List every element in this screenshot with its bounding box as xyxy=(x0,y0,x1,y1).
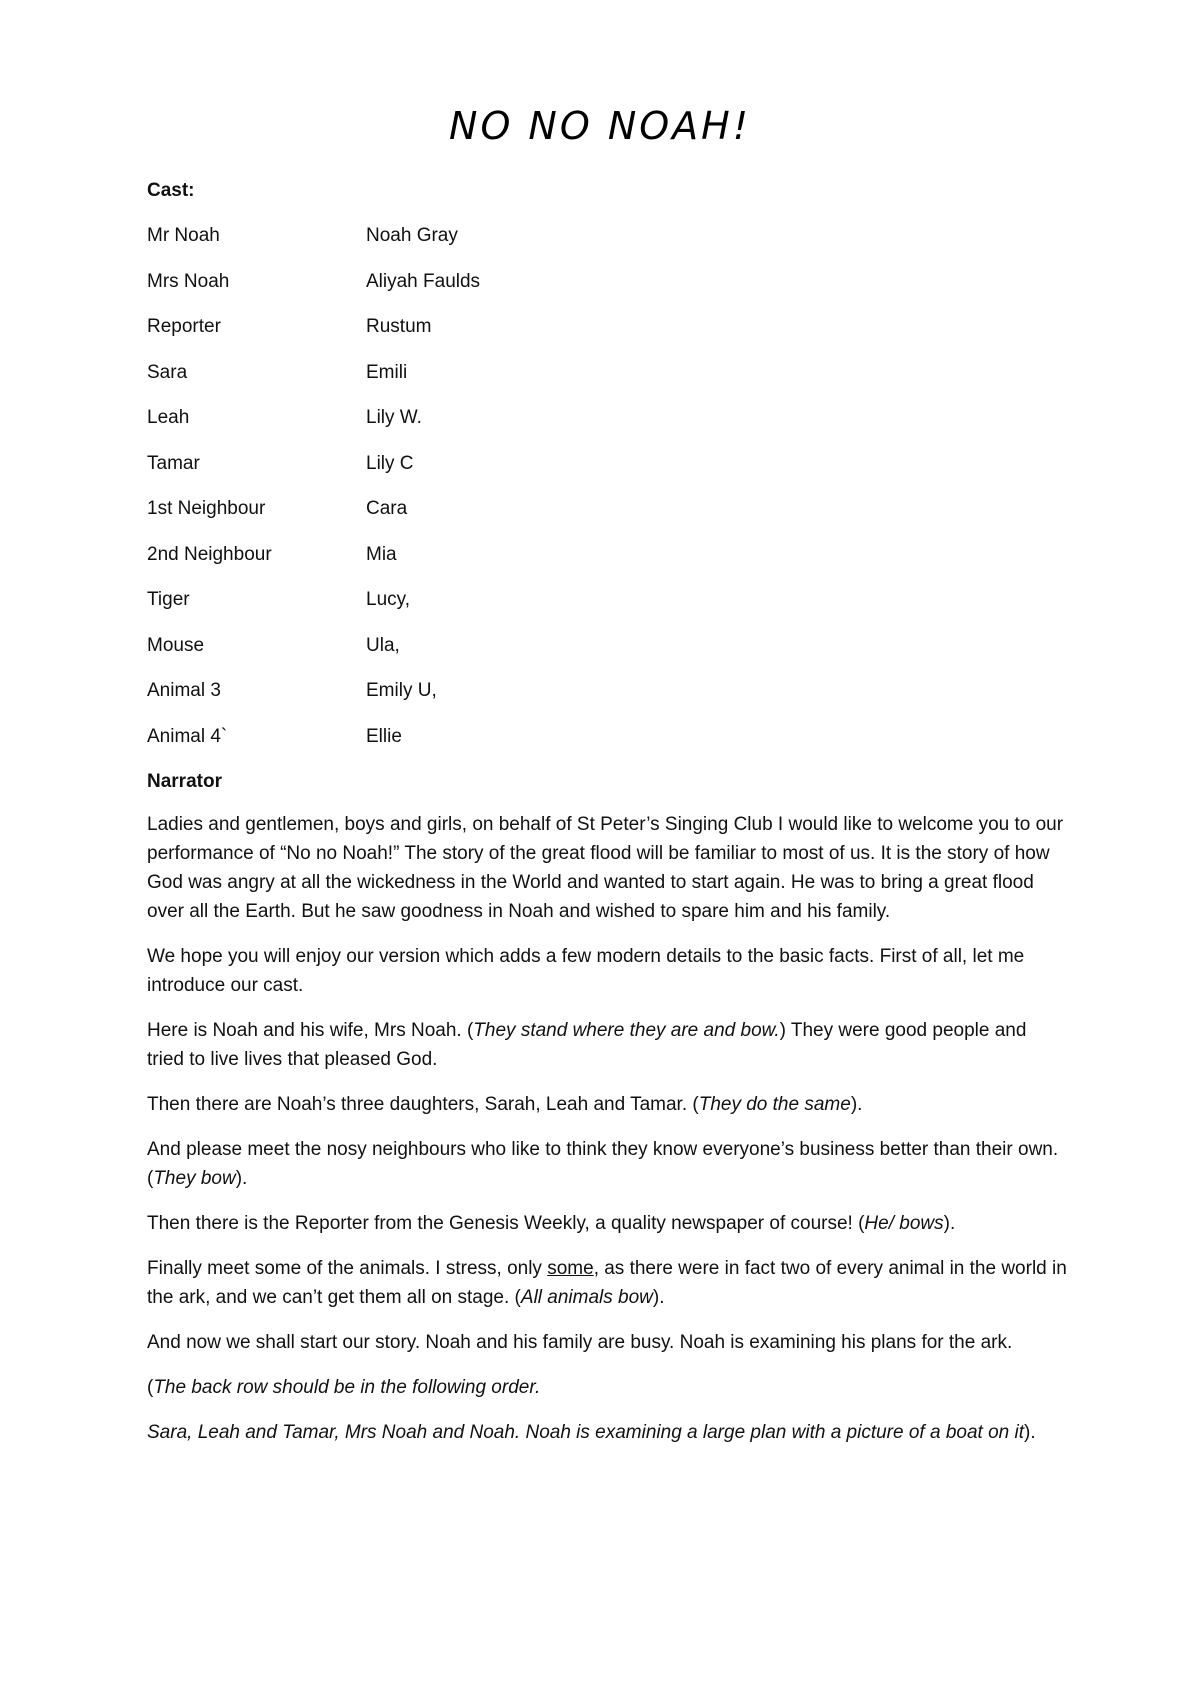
narration-text: ). xyxy=(1024,1422,1036,1443)
cast-actor: Ellie xyxy=(366,725,402,747)
narration-text: ). xyxy=(652,1287,665,1308)
cast-row xyxy=(147,267,1067,296)
cast-heading: Cast: xyxy=(147,180,195,201)
cast-actor: Rustum xyxy=(366,316,432,337)
narration-text: Then there is the Reporter from the Genesis Weekly, a quality newspaper of course! ( xyxy=(147,1213,865,1234)
cast-list xyxy=(147,221,1067,751)
underlined-word: some xyxy=(547,1258,594,1279)
narration-text: , as there were in fact two of every animal in the world in the ark, and we can’t get them all on stage. ( xyxy=(147,1258,1067,1308)
cast-row xyxy=(147,312,1067,341)
narration-text: ( xyxy=(147,1377,154,1398)
narration-paragraph xyxy=(147,1209,1067,1238)
cast-actor: Cara xyxy=(366,498,408,519)
cast-actor: Lucy, xyxy=(366,589,411,610)
cast-role: Mouse xyxy=(147,634,205,656)
cast-role: Animal 4` xyxy=(147,725,228,747)
cast-row xyxy=(147,403,1067,432)
cast-actor: Noah Gray xyxy=(366,225,458,246)
document-title: NO NO NOAH! xyxy=(449,104,751,148)
cast-role: Leah xyxy=(147,407,190,428)
cast-row xyxy=(147,631,1067,660)
stage-direction: They stand where they are and bow. xyxy=(473,1020,780,1041)
document-body xyxy=(147,176,1067,1463)
narration-paragraph xyxy=(147,1016,1067,1074)
cast-row xyxy=(147,540,1067,569)
cast-role: Tiger xyxy=(147,589,190,610)
stage-direction: They do the same xyxy=(698,1094,851,1115)
narration-text: ). xyxy=(943,1213,956,1234)
narration-text: ). xyxy=(235,1168,248,1189)
cast-row xyxy=(147,722,1067,751)
cast-actor: Ula, xyxy=(366,634,400,656)
cast-row xyxy=(147,494,1067,523)
cast-row xyxy=(147,449,1067,478)
cast-actor: Lily W. xyxy=(366,407,422,428)
narration-text: ). xyxy=(850,1094,863,1115)
stage-direction-paragraph xyxy=(147,1418,1067,1447)
cast-role: Sara xyxy=(147,361,188,383)
cast-actor: Emily U, xyxy=(366,680,437,701)
stage-direction: They bow xyxy=(153,1168,236,1189)
stage-direction: All animals bow xyxy=(520,1287,653,1308)
cast-actor: Mia xyxy=(366,543,397,565)
narration-paragraph: Ladies and gentlemen, boys and girls, on behalf of St Peter’s Singing Club I would like to welcome you to our performance of “No no Noah!” The story of the great flood will be familiar to most of us. It is the story of how God was angry at all the wickedness in the World and wanted to start again. He was to bring a great flood over all the Earth. But he saw goodness in Noah and wished to spare him and his family. xyxy=(147,814,1064,922)
cast-role: Reporter xyxy=(147,316,221,337)
narration-paragraph: And now we shall start our story. Noah and his family are busy. Noah is examining his plans for the ark. xyxy=(147,1332,1013,1353)
narration-paragraph xyxy=(147,1254,1067,1312)
narration-text: Then there are Noah’s three daughters, Sarah, Leah and Tamar. ( xyxy=(147,1094,699,1115)
cast-actor: Emili xyxy=(366,361,408,383)
cast-role: Tamar xyxy=(147,452,200,474)
cast-row xyxy=(147,358,1067,387)
narration-text: ) They were good people and tried to live lives that pleased God. xyxy=(147,1020,1027,1070)
cast-actor: Lily C xyxy=(366,452,414,474)
cast-role: 2nd Neighbour xyxy=(147,543,272,565)
stage-direction-paragraph xyxy=(147,1373,1067,1402)
stage-direction: He/ bows xyxy=(864,1213,944,1234)
stage-direction: The back row should be in the following order. xyxy=(153,1377,541,1398)
narration-text: And please meet the nosy neighbours who like to think they know everyone’s business better than their own. ( xyxy=(147,1139,1059,1189)
narration-text: Here is Noah and his wife, Mrs Noah. ( xyxy=(147,1020,474,1041)
cast-role: Mr Noah xyxy=(147,225,220,246)
cast-actor: Aliyah Faulds xyxy=(366,270,481,292)
narration-paragraph xyxy=(147,1135,1067,1193)
cast-row xyxy=(147,585,1067,614)
cast-role: Animal 3 xyxy=(147,680,221,701)
narration-paragraph: We hope you will enjoy our version which adds a few modern details to the basic facts. First of all, let me introduce our cast. xyxy=(147,946,1025,996)
stage-direction: Sara, Leah and Tamar, Mrs Noah and Noah. Noah is examining a large plan with a picture of a boat on it xyxy=(147,1422,1024,1443)
cast-role: Mrs Noah xyxy=(147,270,230,292)
narration-paragraph xyxy=(147,1090,1067,1119)
narration-text: Finally meet some of the animals. I stress, only xyxy=(147,1258,548,1279)
cast-row xyxy=(147,221,1067,250)
cast-role: 1st Neighbour xyxy=(147,498,266,519)
narrator-heading: Narrator xyxy=(147,771,222,792)
cast-row xyxy=(147,676,1067,705)
